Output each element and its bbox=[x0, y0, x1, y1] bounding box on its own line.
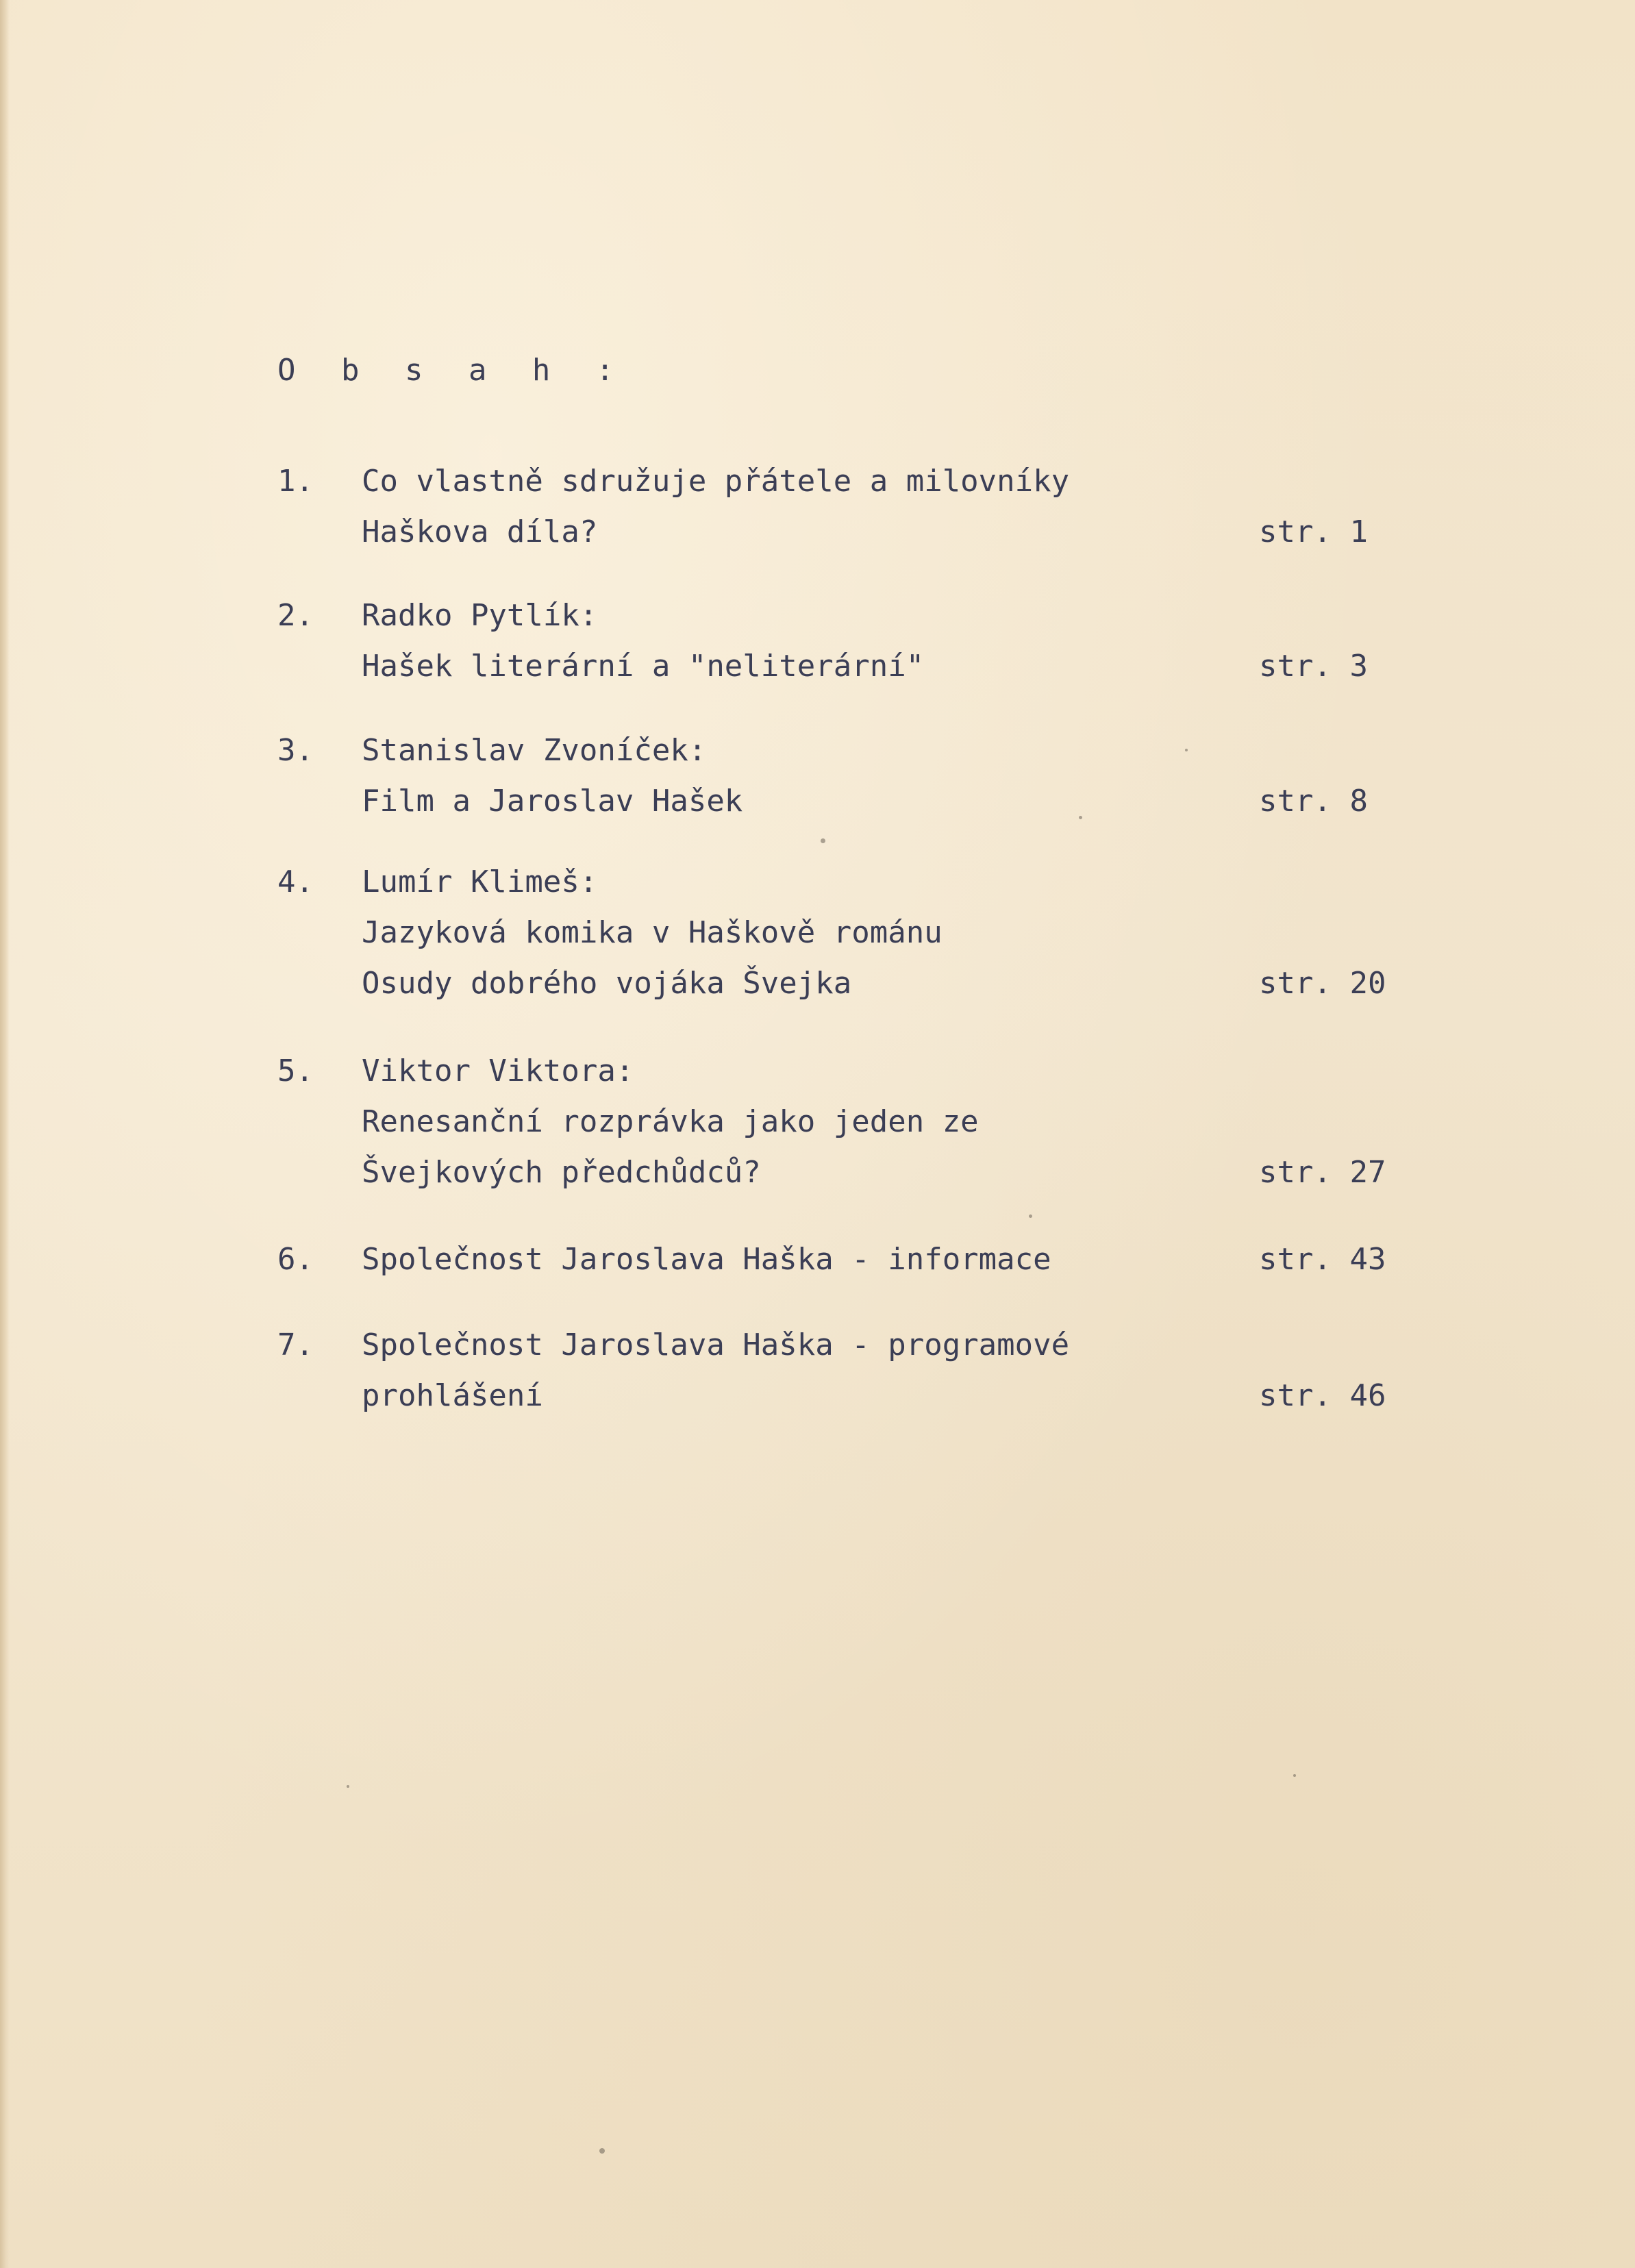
paper-speck bbox=[821, 838, 825, 843]
toc-entry-5 bbox=[277, 1046, 1442, 1198]
entry-title-line: Co vlastně sdružuje přátele a milovníky bbox=[362, 464, 1070, 499]
paper-speck bbox=[347, 1785, 349, 1788]
entry-title bbox=[362, 1234, 1051, 1285]
entry-title bbox=[362, 1320, 1069, 1421]
entry-title-line: Renesanční rozprávka jako jeden ze bbox=[362, 1104, 979, 1139]
entry-title-line: Osudy dobrého vojáka Švejka bbox=[362, 966, 852, 1001]
entry-number: 6. bbox=[277, 1242, 314, 1277]
entry-title-line: prohlášení bbox=[362, 1378, 543, 1413]
entry-page-ref: str. 3 bbox=[1259, 649, 1368, 684]
entry-title bbox=[362, 725, 742, 827]
entry-page-ref: str. 43 bbox=[1259, 1242, 1386, 1277]
entry-title-line: Společnost Jaroslava Haška - informace bbox=[362, 1242, 1051, 1277]
entry-title bbox=[362, 1046, 979, 1198]
toc-entry-7 bbox=[277, 1320, 1442, 1421]
entry-title-line: Švejkových předchůdců? bbox=[362, 1155, 761, 1190]
toc-entry-1 bbox=[277, 456, 1442, 558]
entry-title-line: Haškova díla? bbox=[362, 514, 598, 549]
entry-title bbox=[362, 590, 924, 692]
entry-title-line: Společnost Jaroslava Haška - programové bbox=[362, 1328, 1070, 1362]
entry-title-line: Radko Pytlík: bbox=[362, 598, 598, 633]
toc-entry-3 bbox=[277, 725, 1442, 827]
entry-page-ref: str. 8 bbox=[1259, 784, 1368, 819]
entry-number: 1. bbox=[277, 464, 314, 499]
entry-page-ref: str. 46 bbox=[1259, 1378, 1386, 1413]
page-left-edge bbox=[0, 0, 10, 2268]
entry-number: 5. bbox=[277, 1054, 314, 1088]
entry-title bbox=[362, 456, 1069, 558]
entry-number: 2. bbox=[277, 598, 314, 633]
entry-title-line: Hašek literární a "neliterární" bbox=[362, 649, 925, 684]
entry-page-ref: str. 1 bbox=[1259, 514, 1368, 549]
toc-entry-6 bbox=[277, 1234, 1442, 1285]
paper-speck bbox=[599, 2148, 605, 2154]
entry-page-ref: str. 27 bbox=[1259, 1155, 1386, 1190]
entry-number: 3. bbox=[277, 733, 314, 768]
toc-entry-2 bbox=[277, 590, 1442, 692]
entry-title-line: Jazyková komika v Haškově románu bbox=[362, 915, 943, 950]
entry-number: 7. bbox=[277, 1328, 314, 1362]
entry-title-line: Film a Jaroslav Hašek bbox=[362, 784, 743, 819]
contents-heading: O b s a h : bbox=[277, 353, 628, 388]
entry-page-ref: str. 20 bbox=[1259, 966, 1386, 1001]
paper-speck bbox=[1029, 1214, 1032, 1218]
paper-speck bbox=[1293, 1774, 1296, 1777]
toc-entry-4 bbox=[277, 857, 1442, 1009]
entry-title-line: Stanislav Zvoníček: bbox=[362, 733, 707, 768]
entry-title-line: Viktor Viktora: bbox=[362, 1054, 634, 1088]
entry-title bbox=[362, 857, 943, 1009]
entry-title-line: Lumír Klimeš: bbox=[362, 864, 598, 899]
entry-number: 4. bbox=[277, 864, 314, 899]
